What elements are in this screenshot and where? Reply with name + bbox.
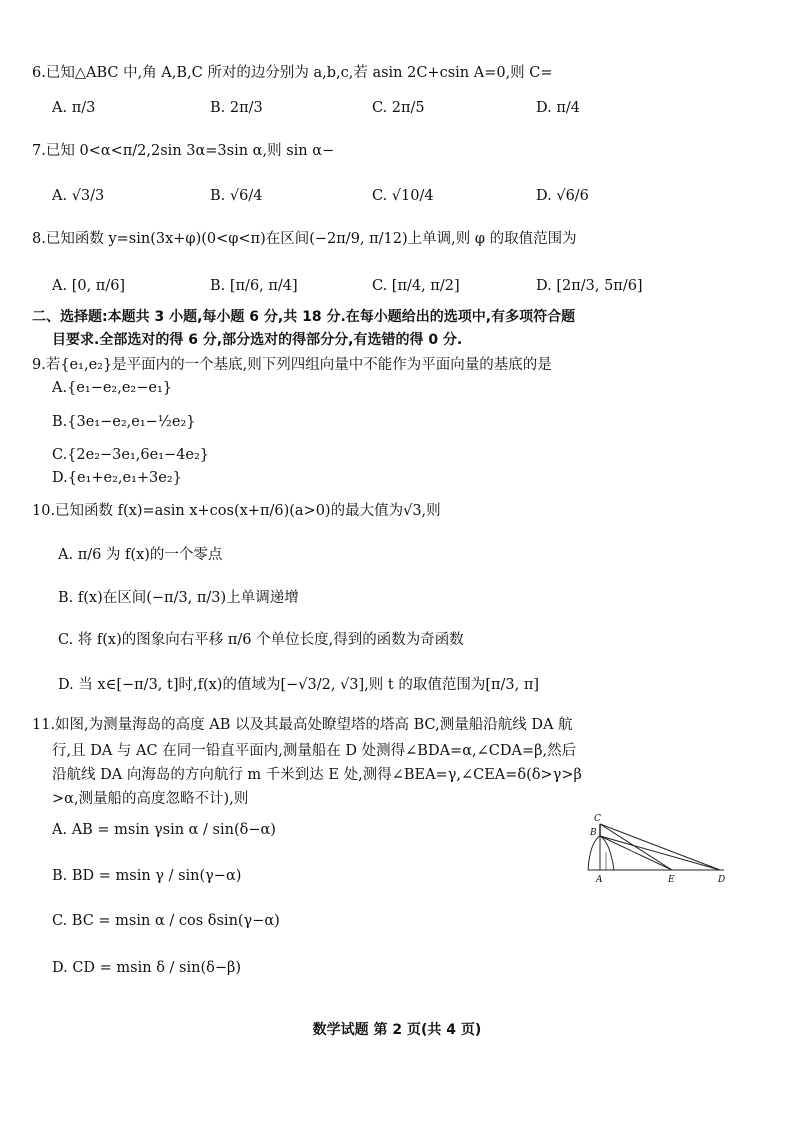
q8-option-a: A. [0, π/6] [52, 278, 126, 294]
q10-option-a: A. π/6 为 f(x)的一个零点 [58, 547, 223, 563]
q6-option-c: C. 2π/5 [372, 100, 425, 116]
q11-stem-line4: >α,测量船的高度忽略不计),则 [52, 791, 249, 807]
q7-option-a: A. √3/3 [52, 188, 105, 204]
q6-option-b: B. 2π/3 [210, 100, 263, 116]
figure-label-e: E [668, 875, 675, 884]
q7-option-b: B. √6/4 [210, 188, 263, 204]
q11-stem-line2: 行,且 DA 与 AC 在同一铅直平面内,测量船在 D 处测得∠BDA=α,∠CDA=β,然后 [52, 743, 577, 759]
q7-options [52, 176, 752, 216]
q8-stem: 8.已知函数 y=sin(3x+φ)(0<φ<π)在区间(−2π/9, π/12)上单调,则 φ 的取值范围为 [32, 231, 577, 247]
q11-stem-line3: 沿航线 DA 向海岛的方向航行 m 千米到达 E 处,测得∠BEA=γ,∠CEA=δ(δ>γ>β [52, 767, 582, 783]
q6-stem: 6.已知△ABC 中,角 A,B,C 所对的边分别为 a,b,c,若 asin 2C+csin A=0,则 C= [32, 65, 553, 81]
q8-option-d: D. [2π/3, 5π/6] [536, 278, 643, 294]
q8-option-c: C. [π/4, π/2] [372, 278, 460, 294]
q10-option-c: C. 将 f(x)的图象向右平移 π/6 个单位长度,得到的函数为奇函数 [58, 632, 464, 648]
q9-option-d: D.{e₁+e₂,e₁+3e₂} [52, 470, 182, 486]
q11-option-d: D. CD = msin δ / sin(δ−β) [52, 960, 242, 976]
q6-option-a: A. π/3 [52, 100, 96, 116]
q11-option-a: A. AB = msin γsin α / sin(δ−α) [52, 822, 276, 838]
section2-line1: 二、选择题:本题共 3 小题,每小题 6 分,共 18 分.在每小题给出的选项中,有多项符合题 [32, 309, 576, 325]
figure-label-b: B [590, 828, 597, 838]
q9-option-a: A.{e₁−e₂,e₂−e₁} [52, 380, 173, 396]
figure-label-d: D [718, 875, 726, 884]
q7-stem: 7.已知 0<α<π/2,2sin 3α=3sin α,则 sin α− [32, 143, 335, 159]
q10-stem: 10.已知函数 f(x)=asin x+cos(x+π/6)(a>0)的最大值为√3,则 [32, 503, 441, 519]
q9-option-c: C.{2e₂−3e₁,6e₁−4e₂} [52, 447, 210, 463]
q7-option-d: D. √6/6 [536, 188, 589, 204]
figure-label-c: C [594, 814, 601, 824]
figure-line-bd [600, 836, 720, 870]
q11-option-c: C. BC = msin α / cos δsin(γ−α) [52, 913, 280, 929]
q6-option-d: D. π/4 [536, 100, 580, 116]
page-footer: 数学试题 第 2 页(共 4 页) [312, 1022, 482, 1038]
figure-line-cd [600, 824, 720, 870]
q8-option-b: B. [π/6, π/4] [210, 278, 298, 294]
q6-options [52, 88, 752, 128]
q7-option-c: C. √10/4 [372, 188, 434, 204]
q11-figure [584, 812, 730, 884]
q10-option-d: D. 当 x∈[−π/3, t]时,f(x)的值域为[−√3/2, √3],则 t 的取值范围为[π/3, π] [58, 677, 540, 693]
q11-stem-line1: 11.如图,为测量海岛的高度 AB 以及其最高处瞭望塔的塔高 BC,测量船沿航线 DA 航 [32, 717, 573, 733]
q10-option-b: B. f(x)在区间(−π/3, π/3)上单调递增 [58, 590, 299, 606]
section2-line2: 目要求.全部选对的得 6 分,部分选对的得部分分,有选错的得 0 分. [52, 332, 463, 348]
figure-label-a: A [596, 875, 603, 884]
q9-stem: 9.若{e₁,e₂}是平面内的一个基底,则下列四组向量中不能作为平面向量的基底的是 [32, 357, 552, 373]
q9-option-b: B.{3e₁−e₂,e₁−½e₂} [52, 414, 196, 430]
q11-option-b: B. BD = msin γ / sin(γ−α) [52, 868, 242, 884]
q8-options [52, 266, 752, 306]
